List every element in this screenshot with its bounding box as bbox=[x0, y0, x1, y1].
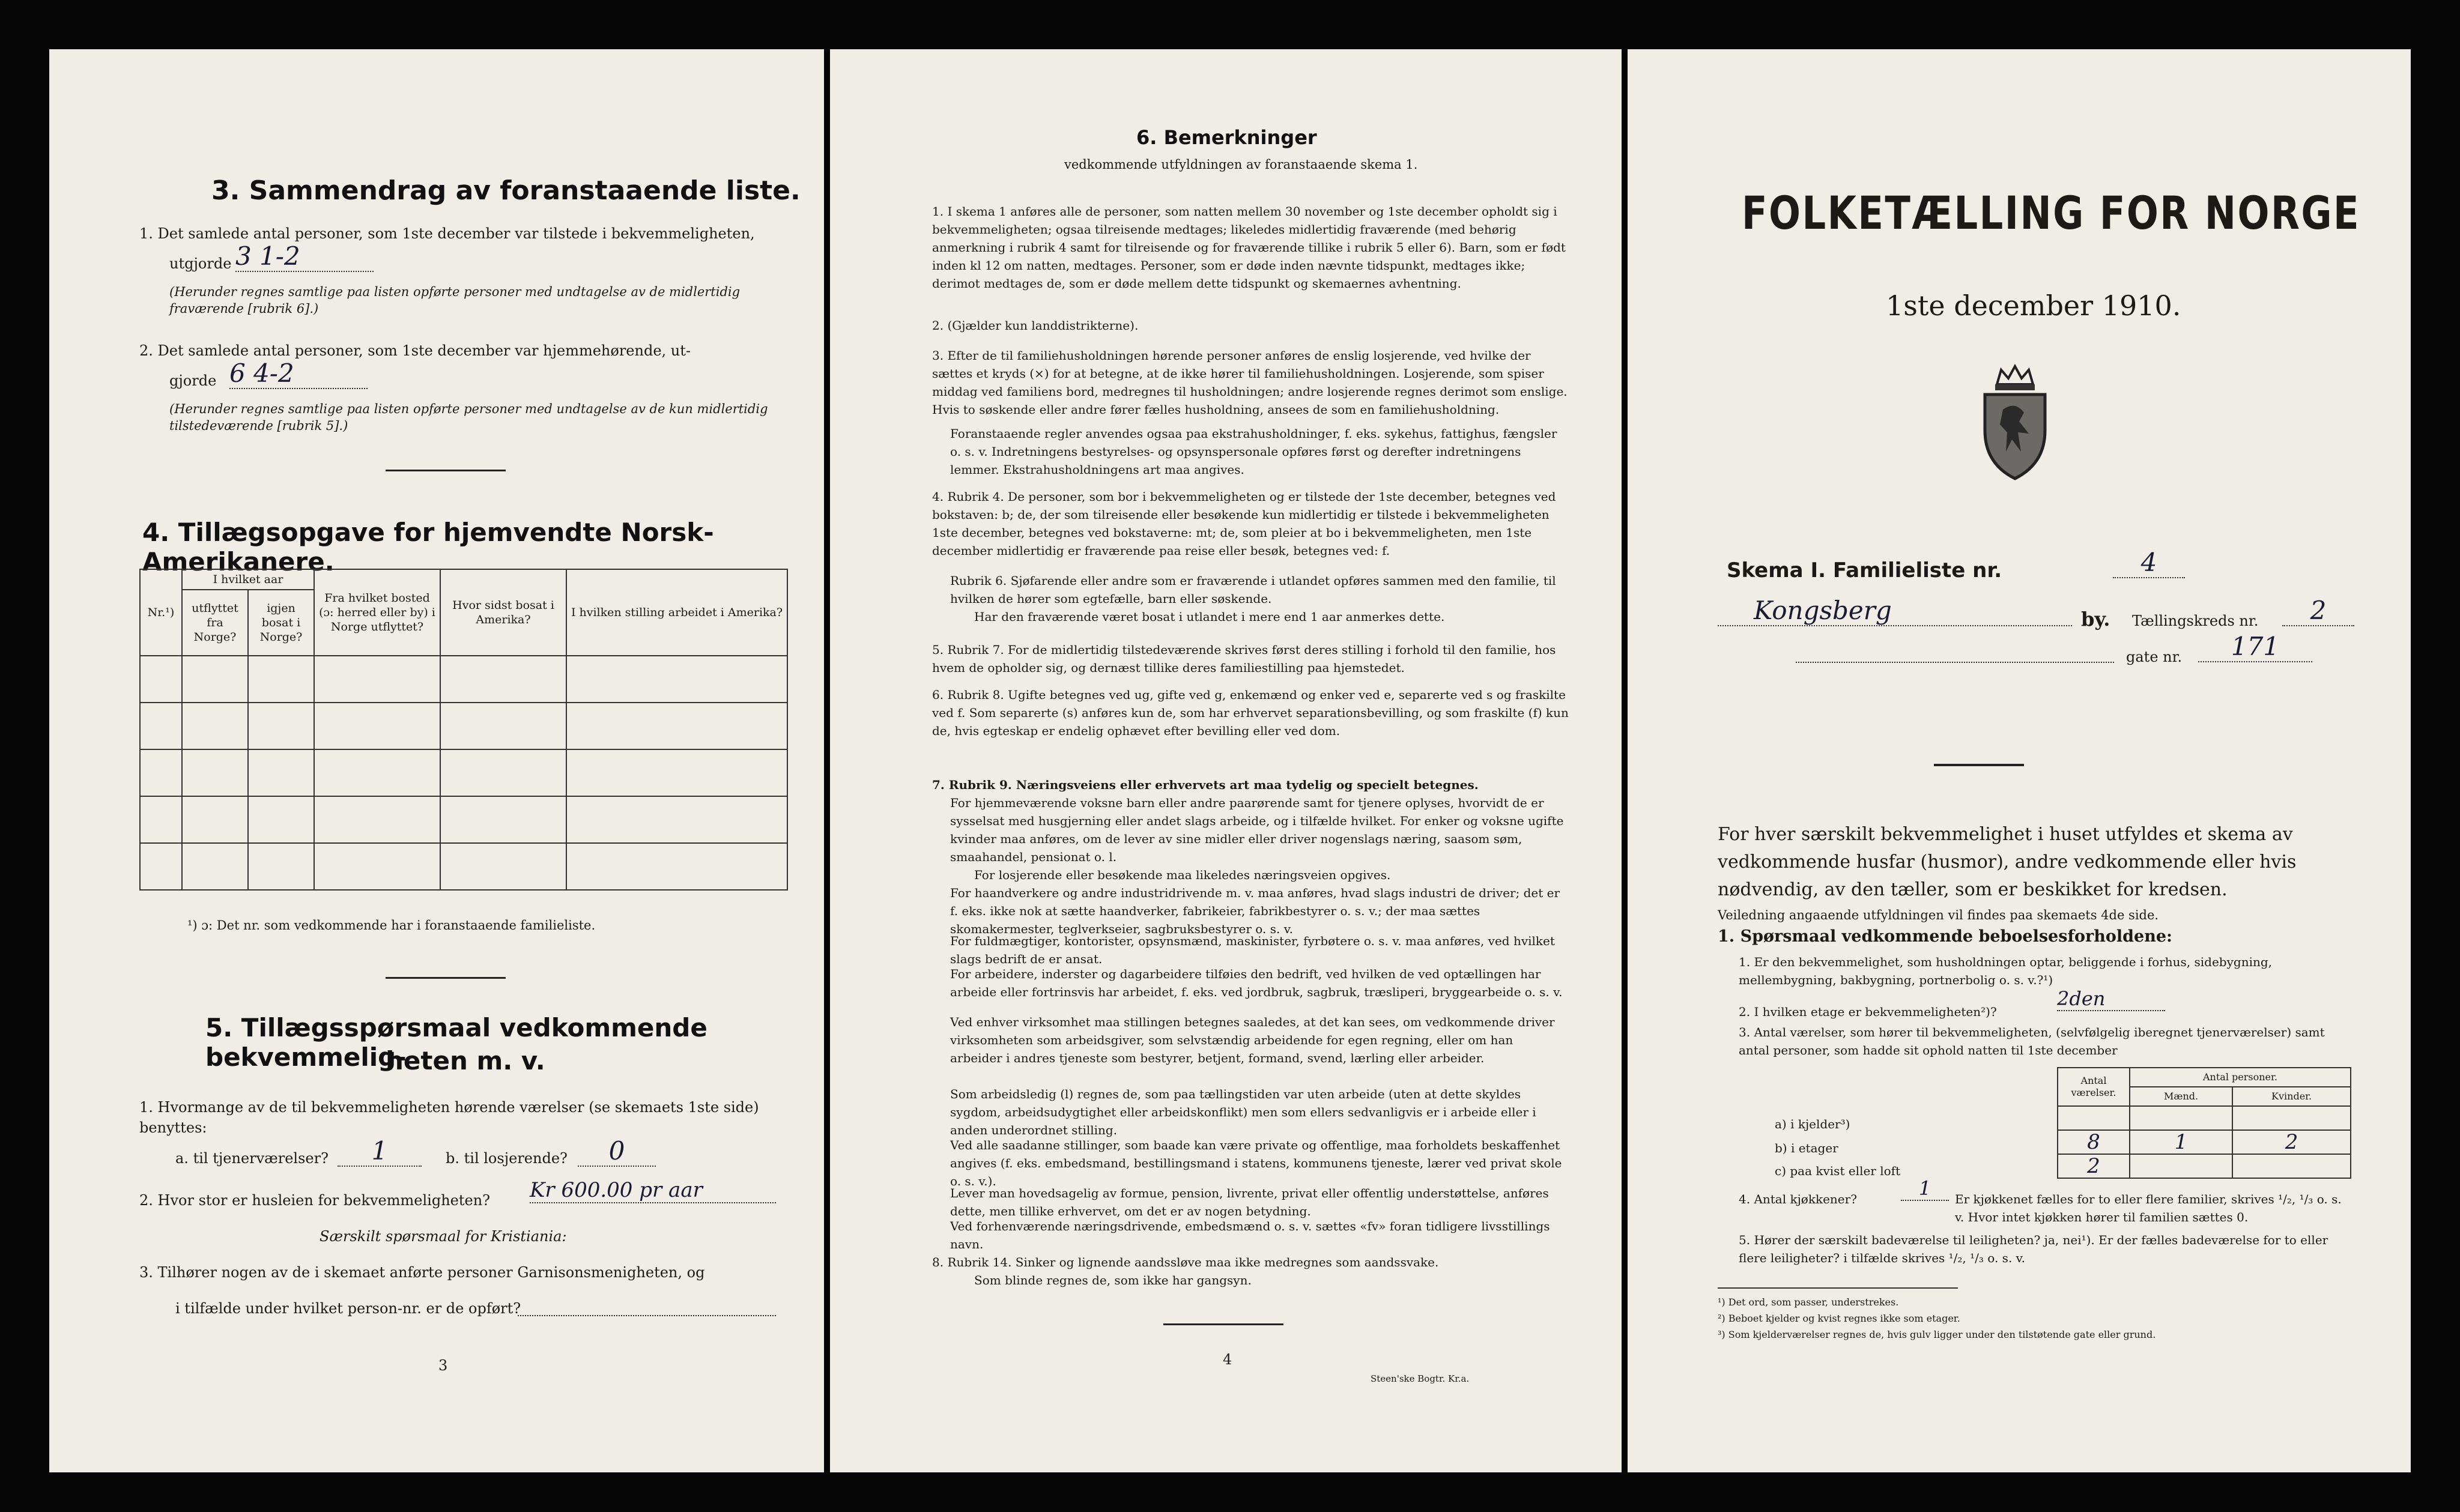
q2: 2. I hvilken etage er bekvemmeligheten²)? bbox=[1739, 1005, 1997, 1019]
m-p7g: Ved enhver virksomhet maa stillingen betegnes saaledes, at det kan sees, om vedkommende driver virksomheten som arbeidsgiver, som selvstændig arbeidende for egen regning, eller om han arbeider i andres tjeneste som bestyrer, betjent, formand, svend, lærling eller arbeider. bbox=[950, 1015, 1555, 1065]
m-p1: 1. I skema 1 anføres alle de personer, som natten mellem 30 november og 1ste december opholdt sig i bekvemmeligheten; ogsaa tilreisende medtages; likeledes midlertidig fraværende (med behørig anmerkning i rubrik 4 samt for tilreisende og for fraværende tillike i rubrik 5 eller 6). Barn, som er født inden kl 12 om natten, medtages. Personer, som er døde inden nævnte tidspunkt, medtages ikke; derimot medtages de, som er døde mellem dette tidspunkt og skemaernes avhentning. bbox=[932, 204, 1566, 291]
q1: 1. Er den bekvemmelighet, som husholdningen optar, beliggende i forhus, sidebygning, mellembygning, bakbygning, portnerbolig o. s. v.?¹) bbox=[1739, 955, 2273, 987]
m-p8b: Som blinde regnes de, som ikke har gangsyn. bbox=[974, 1273, 1252, 1287]
persons-table bbox=[2057, 1067, 2351, 1179]
divider bbox=[386, 470, 506, 471]
s3-q1-note: (Herunder regnes samtlige paa listen opførte personer med undtagelse av de midlertidig fraværende [rubrik 6].) bbox=[169, 285, 741, 316]
s3-q1: 1. Det samlede antal personer, som 1ste december var tilstede i bekvemmeligheten, bbox=[139, 225, 755, 242]
page-number: 4 bbox=[1223, 1351, 1232, 1368]
skema-label: Skema I. Familieliste nr. bbox=[1727, 558, 2002, 582]
kreds-label: Tællingskreds nr. bbox=[2132, 612, 2259, 629]
form-title: FOLKETÆLLING FOR NORGE bbox=[1742, 186, 2361, 240]
form-date: 1ste december 1910. bbox=[1886, 289, 2181, 322]
m-p7: 7. Rubrik 9. Næringsveiens eller erhvervets art maa tydelig og specielt betegnes. bbox=[932, 778, 1479, 792]
divider bbox=[1163, 1323, 1283, 1325]
q2-value: 2den bbox=[2057, 987, 2165, 1011]
gate-value: 171 bbox=[2198, 632, 2312, 662]
m-p2: 2. (Gjælder kun landdistrikterne). bbox=[932, 318, 1139, 333]
s5-q3: 3. Tilhører nogen av de i skemaet anførte personer Garnisonsmenigheten, og bbox=[139, 1264, 705, 1281]
s4-footnote: ¹) ɔ: Det nr. som vedkommende har i foranstaaende familieliste. bbox=[187, 918, 596, 933]
footnote-rule bbox=[1718, 1287, 1958, 1289]
left-page bbox=[49, 49, 824, 1472]
s3-q1-prefix: utgjorde bbox=[169, 255, 232, 272]
q-head: 1. Spørsmaal vedkommende beboelsesforholdene: bbox=[1718, 927, 2173, 946]
s5-kristiania: Særskilt spørsmaal for Kristiania: bbox=[320, 1228, 567, 1245]
m-p6: 6. Rubrik 8. Ugifte betegnes ved ug, gifte ved g, enkemænd og enker ved e, separerte ved s og fraskilte ved f. Som separerte (s) anføres kun de, som har erhvervet separationsbevilling, og som fraskilte (f) kun de, hvis egteskap er endelig ophævet efter bevilling eller ved dom. bbox=[932, 688, 1569, 738]
fn2: ²) Beboet kjelder og kvist regnes ikke som etager. bbox=[1718, 1313, 1960, 1324]
m-p4: 4. Rubrik 4. De personer, som bor i bekvemmeligheten og er tilstede der 1ste december, betegnes ved bokstaven: b; de, der som tilreisende eller besøkende kun midlertidig er tilstede i bekvemmeligheten 1ste december, betegnes ved bokstaverne: mt; de, som pleier at bo i bekvemmeligheten, men 1ste december midlertidig er fraværende paa reise eller besøk, betegnes ved: f. bbox=[932, 489, 1556, 558]
middle-page bbox=[830, 49, 1622, 1472]
s3-q2: 2. Det samlede antal personer, som 1ste december var hjemmehørende, ut- bbox=[139, 342, 691, 359]
m-p7i: Ved alle saadanne stillinger, som baade kan være private og offentlige, maa forholdets beskaffenhet angives (f. eks. embedsmand, bestillingsmand i statens, kommunens tjeneste, lærer ved privat skole o. s. v.). bbox=[950, 1138, 1562, 1188]
col-from: Fra hvilket bosted (ɔ: herred eller by) i Norge utflyttet? bbox=[314, 569, 440, 656]
s5-q2-value: Kr 600.00 pr aar bbox=[530, 1178, 776, 1203]
divider bbox=[386, 977, 506, 979]
tbl-rooms-header: Antal værelser. bbox=[2058, 1068, 2130, 1106]
intro: For hver særskilt bekvemmelighet i huset utfyldes et skema av vedkommende husfar (husmor), andre vedkommende eller hvis nødvendig, av den tæller, som er beskikket for kredsen. bbox=[1718, 824, 2297, 900]
tbl-women-header: Kvinder. bbox=[2232, 1087, 2351, 1106]
m-p7f: For arbeidere, inderster og dagarbeidere tilføies den bedrift, ved hvilken de ved optællingen har arbeide eller fortrinsvis har arbeidet, f. eks. ved jordbruk, sagbruk, træsliperi, bryggearbeide o. s. v. bbox=[950, 967, 1563, 999]
s5-q1b: b. til losjerende? bbox=[446, 1150, 568, 1167]
s3-q2-value: 6 4-2 bbox=[229, 358, 368, 389]
q5: 5. Hører der særskilt badeværelse til leiligheten? ja, nei¹). Er der fælles badeværelse for to eller flere leiligheter? i tilfælde skrives ¹/₂, ¹/₃ o. s. v. bbox=[1739, 1233, 2328, 1265]
m-p3: 3. Efter de til familiehusholdningen hørende personer anføres de enslig losjerende, ved hvilke der sættes et kryds (×) for at betegne, at de ikke hører til familiehusholdningen. Losjerende, som spiser middag ved familiens bord, medregnes til husholdningen; andre losjerende regnes derimot som enslige. Hvis to søskende eller andre fører fælles husholdning, ansees de som en familiehusholdning. bbox=[932, 348, 1568, 417]
q4-value: 1 bbox=[1901, 1177, 1949, 1201]
row-b: b) i etager bbox=[1775, 1141, 1838, 1155]
kreds-value: 2 bbox=[2282, 596, 2354, 626]
b-women: 2 bbox=[2232, 1130, 2351, 1154]
city-value: Kongsberg bbox=[1718, 596, 2072, 626]
col-where: Hvor sidst bosat i Amerika? bbox=[440, 569, 566, 656]
c-rooms: 2 bbox=[2058, 1154, 2130, 1178]
s5-q1a: a. til tjenerværelser? bbox=[175, 1150, 329, 1167]
fn1: ¹) Det ord, som passer, understrekes. bbox=[1718, 1296, 1899, 1308]
s4-table bbox=[139, 569, 788, 891]
s5-q3b: i tilfælde under hvilket person-nr. er de opført? bbox=[175, 1300, 521, 1317]
m-p5: 5. Rubrik 7. For de midlertidig tilstedeværende skrives først deres stilling i forhold til den familie, hos hvem de opholder sig, og dernæst tillike deres familiestilling paa hjemstedet. bbox=[932, 643, 1556, 675]
tbl-persons-header: Antal personer. bbox=[2130, 1068, 2351, 1087]
m-p7h: Som arbeidsledig (l) regnes de, som paa tællingstiden var uten arbeide (uten at dette skyldes sygdom, arbeidsudygtighet eller arbeidskonflikt) men som ellers sedvanligvis er i arbeide eller i anden underordnet stilling. bbox=[950, 1087, 1536, 1137]
street-line bbox=[1796, 644, 2114, 663]
right-page bbox=[1628, 49, 2411, 1472]
s5-title-1: 5. Tillægsspørsmaal vedkommende bekvemmelig- bbox=[205, 1013, 707, 1072]
s5-q3-answer-line bbox=[518, 1297, 776, 1316]
m-subtitle: vedkommende utfyldningen av foranstaaende skema 1. bbox=[1064, 157, 1418, 172]
m-p7d: For haandverkere og andre industridrivende m. v. maa anføres, hvad slags industri de driver; det er f. eks. ikke nok at sætte haandverker, fabrikeier, fabrikbestyrer o. s. v.; der maa sættes skomakermester, teglverkseier, sagbruksbestyrer o. s. v. bbox=[950, 886, 1560, 936]
m-p7k: Ved forhenværende næringsdrivende, embedsmænd o. s. v. sættes «fv» foran tidligere livsstillings navn. bbox=[950, 1219, 1550, 1251]
fn3: ³) Som kjelderværelser regnes de, hvis gulv ligger under den tilstøtende gate eller grund. bbox=[1718, 1329, 2156, 1340]
tbl-men-header: Mænd. bbox=[2130, 1087, 2232, 1106]
gate-label: gate nr. bbox=[2126, 649, 2183, 665]
col-out: utflyttet fra Norge? bbox=[182, 590, 248, 656]
m-p8: 8. Rubrik 14. Sinker og lignende aandssløve maa ikke medregnes som aandssvake. bbox=[932, 1255, 1439, 1269]
skema-value: 4 bbox=[2113, 548, 2185, 578]
row-a: a) i kjelder³) bbox=[1775, 1117, 1850, 1131]
m-p7b: For hjemmeværende voksne barn eller andre paarørende samt for tjenere oplyses, hvorvidt de er sysselsat med husgjerning eller andet slags arbeide, og i tilfælde hvilket. For enker og voksne ugifte kvinder maa anføres, om de lever av sine midler eller driver nogenslags næring, saasom søm, smaahandel, pensionat o. l. bbox=[950, 796, 1564, 864]
by-label: by. bbox=[2081, 608, 2110, 631]
row-c: c) paa kvist eller loft bbox=[1775, 1164, 1901, 1178]
b-rooms: 8 bbox=[2058, 1130, 2130, 1154]
m-p7e: For fuldmægtiger, kontorister, opsynsmænd, maskinister, fyrbøtere o. s. v. maa anføres, ved hvilket slags bedrift de er ansat. bbox=[950, 934, 1555, 966]
col-back: igjen bosat i Norge? bbox=[248, 590, 314, 656]
s5-title-2: heten m. v. bbox=[386, 1046, 545, 1075]
divider-ornament bbox=[1934, 764, 2024, 766]
s3-q2-prefix: gjorde bbox=[169, 372, 217, 389]
m-p4c: Har den fraværende været bosat i utlandet i mere end 1 aar anmerkes dette. bbox=[974, 609, 1445, 624]
m-p7c: For losjerende eller besøkende maa likeledes næringsveien opgives. bbox=[974, 868, 1391, 882]
s3-q2-note: (Herunder regnes samtlige paa listen opførte personer med undtagelse av de kun midlertidig tilstedeværende [rubrik 5].) bbox=[169, 402, 768, 433]
printer-mark: Steen'ske Bogtr. Kr.a. bbox=[1371, 1373, 1470, 1384]
s5-q1a-value: 1 bbox=[338, 1136, 422, 1167]
coat-of-arms-icon bbox=[1970, 361, 2060, 482]
m-p4b: Rubrik 6. Sjøfarende eller andre som er fraværende i utlandet opføres sammen med den familie, til hvilken de hører som egtefælle, barn eller søskende. bbox=[950, 573, 1556, 606]
s5-q1b-value: 0 bbox=[578, 1136, 656, 1167]
b-men: 1 bbox=[2130, 1130, 2232, 1154]
q3: 3. Antal værelser, som hører til bekvemmeligheten, (selvfølgelig iberegnet tjenerværelser) samt antal personer, som hadde sit ophold natten til 1ste december bbox=[1739, 1025, 2325, 1057]
s5-q1: 1. Hvormange av de til bekvemmeligheten hørende værelser (se skemaets 1ste side) benyttes: bbox=[139, 1099, 759, 1136]
q4-rest: Er kjøkkenet fælles for to eller flere familier, skrives ¹/₂, ¹/₃ o. s. v. Hvor intet kjøkken hører til familien sættes 0. bbox=[1955, 1192, 2342, 1224]
m-p7j: Lever man hovedsagelig av formue, pension, livrente, privat eller offentlig understøttelse, anføres dette, men tillike erhvervet, om det er av nogen betydning. bbox=[950, 1186, 1549, 1218]
s5-q2: 2. Hvor stor er husleien for bekvemmeligheten? bbox=[139, 1192, 491, 1209]
m-title: 6. Bemerkninger bbox=[1136, 126, 1317, 149]
col-job: I hvilken stilling arbeidet i Amerika? bbox=[566, 569, 787, 656]
col-year: I hvilket aar bbox=[182, 569, 314, 590]
s3-title: 3. Sammendrag av foranstaaende liste. bbox=[211, 175, 801, 206]
s3-q1-value: 3 1-2 bbox=[235, 241, 374, 272]
veiledning: Veiledning angaaende utfyldningen vil findes paa skemaets 4de side. bbox=[1718, 908, 2159, 922]
page-number: 3 bbox=[438, 1357, 448, 1374]
s4-title: 4. Tillægsopgave for hjemvendte Norsk-Amerikanere. bbox=[142, 518, 714, 576]
col-nr: Nr.¹) bbox=[140, 569, 182, 656]
q4: 4. Antal kjøkkener? bbox=[1739, 1192, 1857, 1206]
m-p3b: Foranstaaende regler anvendes ogsaa paa ekstrahusholdninger, f. eks. sykehus, fattighus, fængsler o. s. v. Indretningens bestyrelses- og opsynspersonale opføres først og derefter indretningens lemmer. Ekstrahusholdningens art maa angives. bbox=[950, 426, 1557, 477]
